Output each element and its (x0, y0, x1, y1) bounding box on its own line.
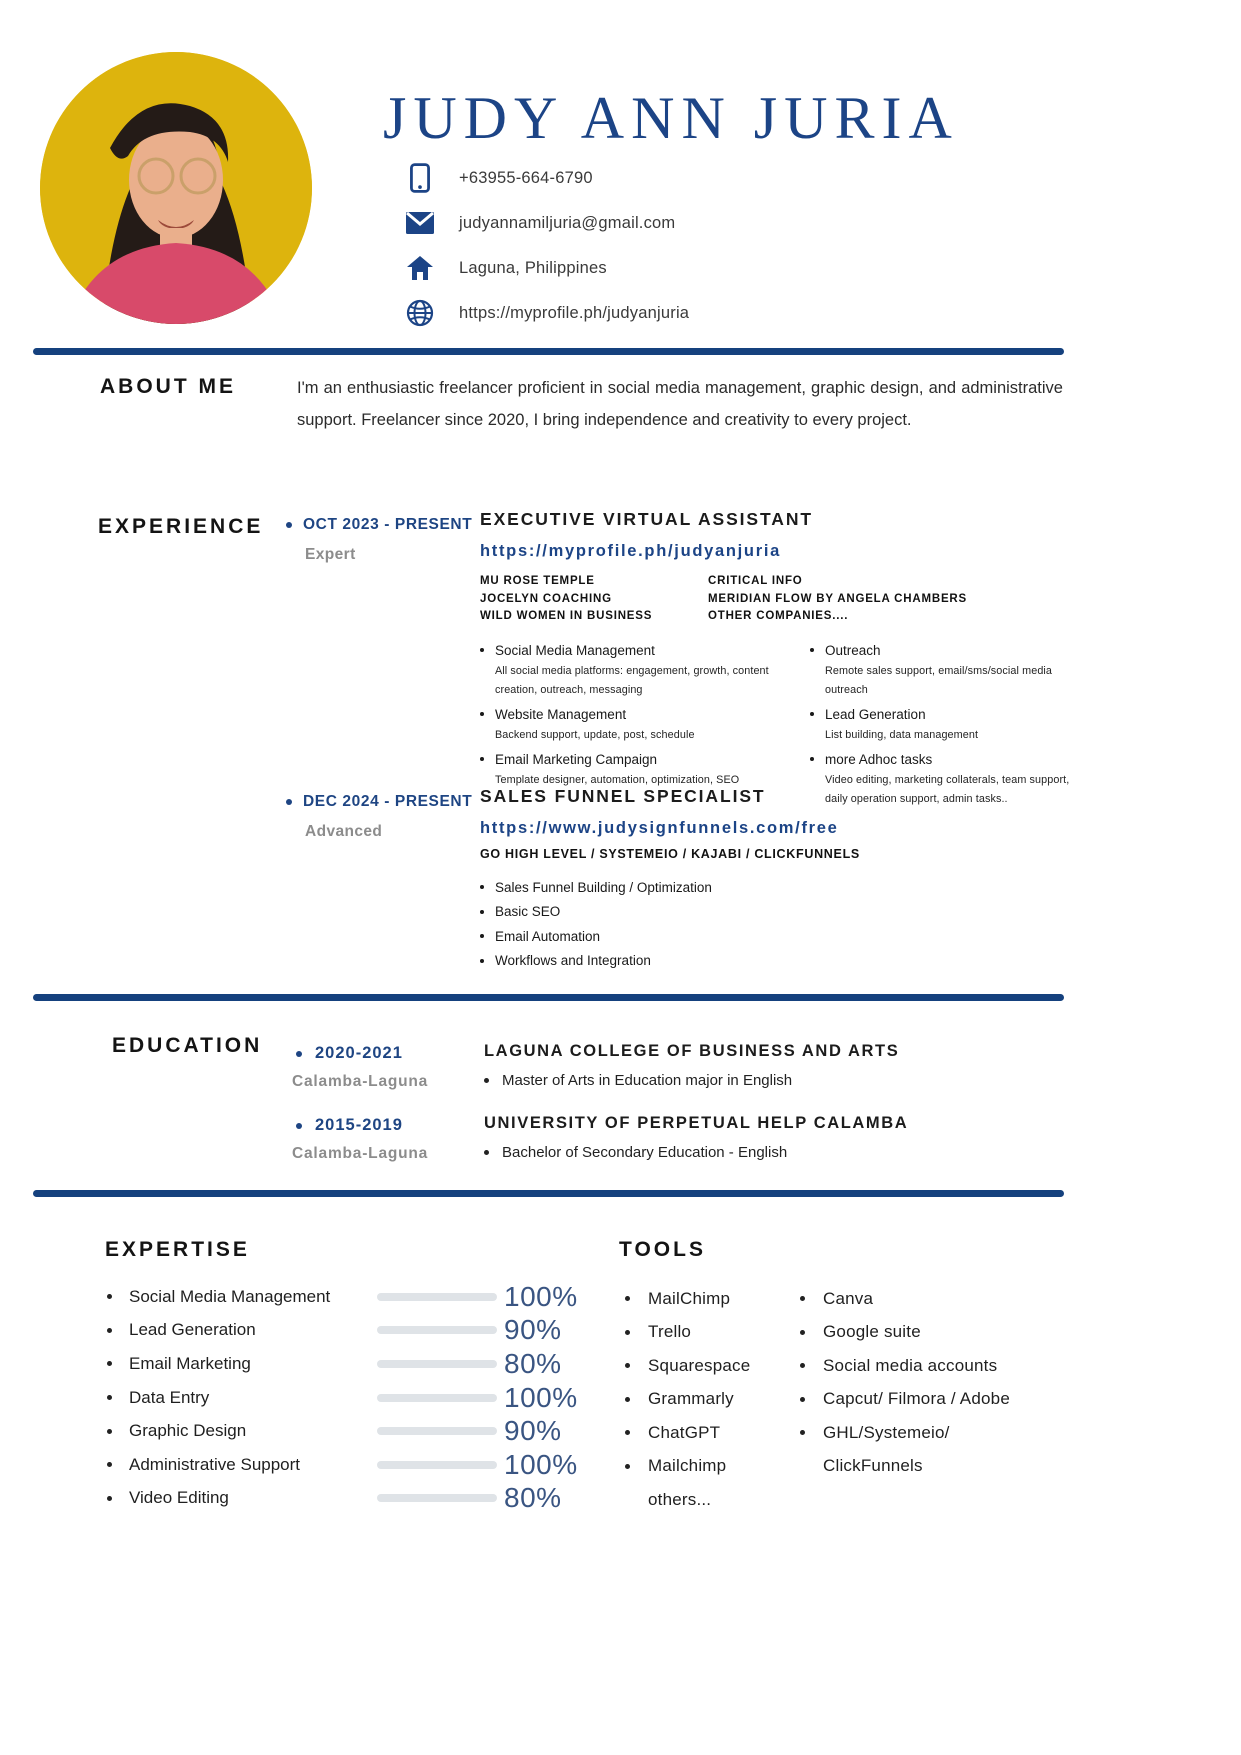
tool-item (625, 1383, 805, 1417)
tool-item (800, 1416, 1070, 1450)
bullet-dot (480, 648, 484, 652)
expertise-list (107, 1280, 607, 1515)
duty-item (480, 949, 1100, 974)
skill-percent: 80% (504, 1482, 562, 1514)
skill-percent: 100% (504, 1280, 578, 1312)
home-icon (403, 252, 437, 284)
job1-period-text: OCT 2023 - PRESENT (303, 516, 473, 533)
skill-bar-track (377, 1293, 497, 1301)
tool-item (625, 1450, 805, 1484)
job1-title: EXECUTIVE VIRTUAL ASSISTANT (480, 509, 813, 529)
edu2-period-text: 2015-2019 (315, 1116, 403, 1134)
skill-label: Administrative Support (129, 1454, 301, 1474)
duty-item (810, 643, 1082, 700)
bullet-dot (107, 1395, 112, 1400)
email-address[interactable]: judyannamiljuria@gmail.com (459, 213, 676, 232)
edu1-location: Calamba-Laguna (292, 1073, 429, 1090)
job2-link[interactable]: https://www.judysignfunnels.com/free (480, 819, 839, 837)
job1-date-block (286, 516, 506, 564)
duty-title-text: Email Marketing Campaign (495, 751, 658, 767)
job2-title: SALES FUNNEL SPECIALIST (480, 786, 766, 806)
skill-percent: 80% (504, 1347, 562, 1379)
phone-icon (403, 162, 437, 194)
bullet-dot (296, 1123, 302, 1129)
tool-item (800, 1450, 1070, 1484)
skill-row (107, 1482, 607, 1516)
bullet-dot (480, 712, 484, 716)
tool-item (625, 1349, 805, 1383)
edu1-main (484, 1042, 1104, 1089)
skill-label: Video Editing (129, 1488, 229, 1508)
job2-duties (480, 875, 1100, 973)
client-name: MU ROSE TEMPLE (480, 575, 595, 587)
website-url[interactable]: https://myprofile.ph/judyanjuria (459, 303, 690, 322)
bullet-dot (625, 1397, 630, 1402)
duty-item (480, 875, 1100, 900)
profile-photo (40, 52, 312, 324)
tool-label: Canva (823, 1288, 874, 1308)
phone-number: +63955-664-6790 (459, 168, 593, 187)
tool-item (625, 1483, 805, 1517)
duty-item (480, 752, 810, 790)
duty-detail-text: Video editing, marketing collaterals, team support, daily operation support, admin tasks.. (825, 773, 1070, 805)
duty-title-text: Lead Generation (825, 706, 926, 722)
bullet-dot (286, 799, 292, 805)
contact-location (403, 252, 689, 284)
bullet-dot (810, 648, 814, 652)
tool-label: Grammarly (648, 1389, 734, 1409)
job2-period-text: DEC 2024 - PRESENT (303, 793, 473, 810)
tools-column-2 (800, 1282, 1070, 1483)
contact-list (403, 162, 689, 329)
skill-row (107, 1414, 607, 1448)
duty-detail-text: Template designer, automation, optimization, SEO (495, 773, 740, 786)
skill-row (107, 1347, 607, 1381)
duty-item (480, 924, 1100, 949)
bullet-dot (107, 1294, 112, 1299)
job1-level: Expert (305, 546, 356, 563)
duty-title-text: Email Automation (495, 928, 601, 944)
bullet-dot (107, 1429, 112, 1434)
job2-level: Advanced (305, 823, 383, 840)
skill-percent: 90% (504, 1314, 562, 1346)
bullet-dot (800, 1430, 805, 1435)
tool-label: ChatGPT (648, 1422, 721, 1442)
client-name: MERIDIAN FLOW BY ANGELA CHAMBERS (708, 592, 968, 605)
skill-bar-track (377, 1494, 497, 1502)
bullet-dot (480, 910, 484, 914)
job1-clients-col1 (480, 573, 708, 626)
bullet-dot (480, 885, 484, 889)
duty-detail-text: Remote sales support, email/sms/social media outreach (825, 664, 1053, 696)
tool-label: Capcut/ Filmora / Adobe (823, 1389, 1010, 1409)
edu2-degree (484, 1144, 1104, 1161)
skill-percent: 100% (504, 1448, 578, 1480)
tool-item (625, 1416, 805, 1450)
person-name: JUDY ANN JURIA (383, 85, 959, 151)
duty-title-text: Basic SEO (495, 904, 561, 920)
duty-title-text: more Adhoc tasks (825, 751, 933, 767)
skill-label: Data Entry (129, 1387, 210, 1407)
duty-title-text: Website Management (495, 706, 627, 722)
skill-bar-track (377, 1360, 497, 1368)
bullet-dot (625, 1430, 630, 1435)
experience-heading: EXPERIENCE (98, 515, 264, 538)
skill-row (107, 1280, 607, 1314)
bullet-dot (296, 1051, 302, 1057)
bullet-dot (480, 959, 484, 963)
duty-detail-text: Backend support, update, post, schedule (495, 728, 695, 741)
about-heading: ABOUT ME (100, 375, 236, 398)
bullet-dot (810, 757, 814, 761)
tools-column-1 (625, 1282, 805, 1517)
bullet-dot (800, 1397, 805, 1402)
duty-item (810, 707, 1082, 745)
skill-bar-track (377, 1394, 497, 1402)
edu2-period (296, 1116, 428, 1135)
bullet-dot (484, 1078, 489, 1083)
bullet-dot (286, 522, 292, 528)
duty-item (480, 643, 810, 700)
edu1-degree-text: Master of Arts in Education major in English (502, 1072, 793, 1089)
section-divider (33, 348, 1064, 355)
duty-title-text: Workflows and Integration (495, 953, 651, 969)
job1-link[interactable]: https://myprofile.ph/judyanjuria (480, 542, 781, 560)
edu1-date-block (292, 1044, 429, 1091)
job1-clients-col2 (708, 573, 967, 626)
edu2-degree-text: Bachelor of Secondary Education - English (502, 1144, 788, 1161)
client-name: JOCELYN COACHING (480, 592, 612, 605)
bullet-dot (625, 1464, 630, 1469)
skill-label: Email Marketing (129, 1353, 251, 1373)
bullet-dot (810, 712, 814, 716)
duty-title-text: Social Media Management (495, 642, 655, 658)
edu2-location: Calamba-Laguna (292, 1145, 429, 1162)
profile-photo-illustration (40, 52, 312, 324)
tool-label: Google suite (823, 1322, 921, 1342)
contact-phone (403, 162, 689, 194)
tool-item (800, 1282, 1070, 1316)
globe-icon (403, 297, 437, 329)
bullet-dot (800, 1330, 805, 1335)
skill-row (107, 1448, 607, 1482)
edu1-period (296, 1044, 428, 1063)
bullet-dot (107, 1462, 112, 1467)
location-text: Laguna, Philippines (459, 258, 607, 277)
bullet-dot (480, 757, 484, 761)
skill-label: Lead Generation (129, 1320, 256, 1340)
skill-label: Social Media Management (129, 1286, 331, 1306)
tool-label: Mailchimp (648, 1456, 727, 1476)
bullet-dot (480, 934, 484, 938)
section-divider (33, 1190, 1064, 1197)
about-text: I'm an enthusiastic freelancer proficient in social media management, graphic design, and administrative support. Freelancer since 2020, I bring independence and creativity to every project. (297, 379, 1063, 429)
skill-bar-track (377, 1326, 497, 1334)
bullet-dot (800, 1296, 805, 1301)
edu2-school: UNIVERSITY OF PERPETUAL HELP CALAMBA (484, 1114, 909, 1132)
bullet-dot (107, 1361, 112, 1366)
tool-label: ClickFunnels (823, 1456, 923, 1476)
job1-clients (480, 573, 1100, 626)
tool-label: Trello (648, 1322, 692, 1342)
client-name: CRITICAL INFO (708, 575, 803, 587)
client-name: WILD WOMEN IN BUSINESS (480, 610, 653, 622)
skill-percent: 100% (504, 1381, 578, 1413)
edu2-main (484, 1114, 1104, 1161)
job2-platforms: GO HIGH LEVEL / SYSTEMEIO / KAJABI / CLICKFUNNELS (480, 847, 860, 861)
job1-main (480, 509, 1100, 816)
duty-title-text: Outreach (825, 642, 881, 658)
tool-label: Squarespace (648, 1355, 751, 1375)
bullet-dot (800, 1363, 805, 1368)
skill-bar-track (377, 1461, 497, 1469)
bullet-dot (484, 1150, 489, 1155)
tool-item (625, 1282, 805, 1316)
edu1-period-text: 2020-2021 (315, 1044, 403, 1062)
bullet-dot (625, 1296, 630, 1301)
job2-period (286, 793, 506, 811)
job2-main (480, 786, 1100, 973)
tool-label: GHL/Systemeio/ (823, 1422, 950, 1442)
client-name: OTHER COMPANIES.... (708, 610, 849, 622)
section-divider (33, 994, 1064, 1001)
job1-period (286, 516, 506, 534)
bullet-dot (625, 1363, 630, 1368)
job2-date-block (286, 793, 506, 841)
contact-website (403, 297, 689, 329)
tool-item (625, 1316, 805, 1350)
edu1-degree (484, 1072, 1104, 1089)
email-icon (403, 207, 437, 239)
duty-item (480, 900, 1100, 925)
skill-row (107, 1381, 607, 1415)
duty-detail-text: List building, data management (825, 728, 979, 741)
tool-label: Social media accounts (823, 1355, 998, 1375)
edu2-date-block (292, 1116, 429, 1163)
duty-detail-text: All social media platforms: engagement, growth, content creation, outreach, messaging (495, 664, 769, 696)
tool-item (800, 1383, 1070, 1417)
skill-bar-track (377, 1427, 497, 1435)
tool-label: MailChimp (648, 1288, 731, 1308)
duty-item (480, 707, 810, 745)
tool-item (800, 1349, 1070, 1383)
skill-percent: 90% (504, 1415, 562, 1447)
edu1-school: LAGUNA COLLEGE OF BUSINESS AND ARTS (484, 1042, 900, 1060)
tool-item (800, 1316, 1070, 1350)
education-heading: EDUCATION (112, 1034, 263, 1057)
skill-label: Graphic Design (129, 1421, 247, 1441)
expertise-heading: EXPERTISE (105, 1238, 250, 1261)
tool-label: others... (648, 1489, 712, 1509)
skill-row (107, 1314, 607, 1348)
duty-title-text: Sales Funnel Building / Optimization (495, 879, 712, 895)
tools-heading: TOOLS (619, 1238, 706, 1261)
contact-email (403, 207, 689, 239)
bullet-dot (107, 1496, 112, 1501)
bullet-dot (107, 1328, 112, 1333)
bullet-dot (625, 1330, 630, 1335)
